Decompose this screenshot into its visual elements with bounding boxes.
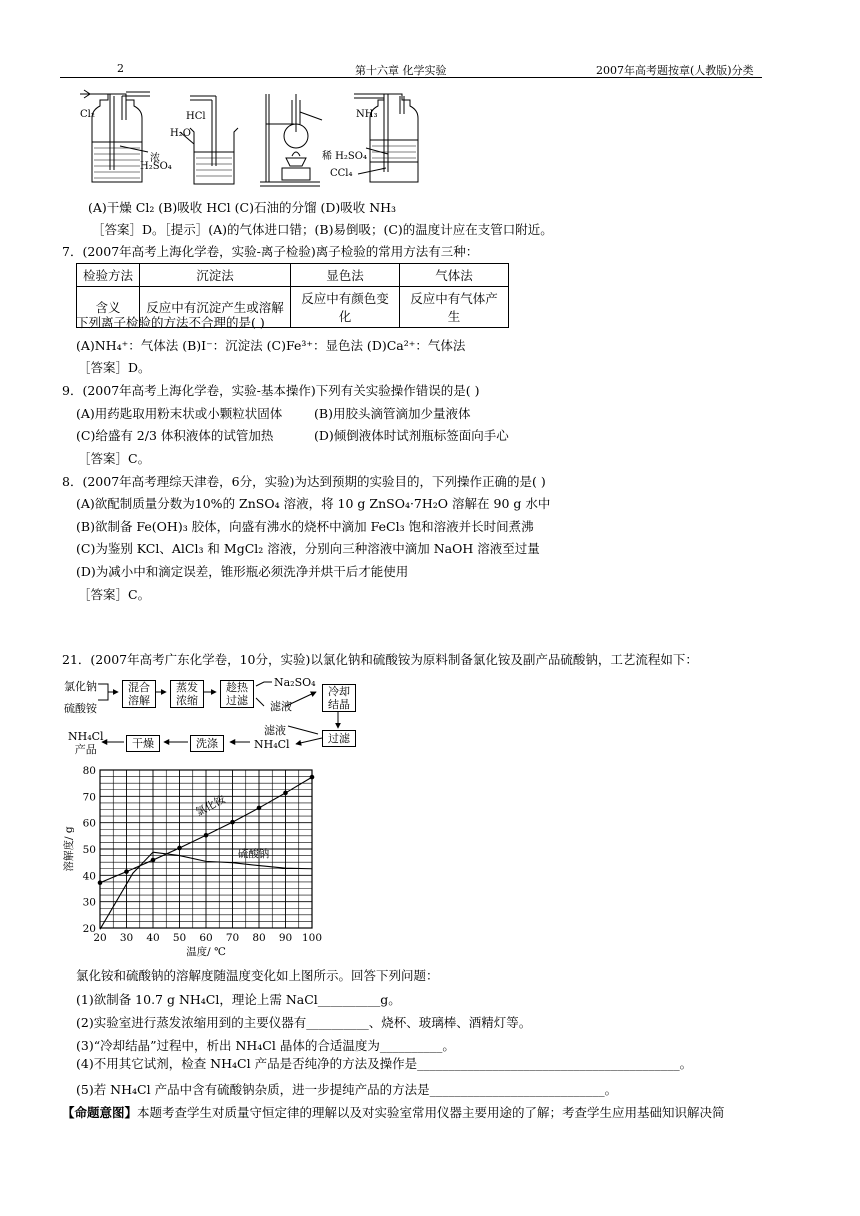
y-axis-label: 溶解度/ g <box>63 826 75 872</box>
chapter-title: 第十六章 化学实验 <box>355 64 447 77</box>
flow-step-text: 干燥 <box>132 737 154 750</box>
x-tick-label: 20 <box>93 932 107 944</box>
data-point <box>151 858 156 863</box>
table-cell: 检验方法 <box>77 264 140 287</box>
q21-sub1: (1)欲制备 10.7 g NH₄Cl，理论上需 NaCl__________g。 <box>76 992 401 1007</box>
flow-input-ammonium-sulfate: 硫酸铵 <box>64 702 97 715</box>
q8-answer: ［答案］C。 <box>78 587 151 602</box>
q8-option-a: (A)欲配制质量分数为10%的 ZnSO₄ 溶液，将 10 g ZnSO₄·7H₂O 溶解在 90 g 水中 <box>76 496 551 511</box>
flow-product-text: 产品 <box>74 743 97 756</box>
table-cell: 沉淀法 <box>140 264 291 287</box>
y-tick-label: 70 <box>82 791 96 804</box>
page-number: 2 <box>117 62 124 75</box>
q7-stem: 7．(2007年高考上海化学卷，实验-离子检验)离子检验的常用方法有三种： <box>62 244 479 259</box>
flow-step-text: 蒸发 <box>176 681 198 694</box>
flow-na2so4: Na₂SO₄ <box>274 676 316 689</box>
q8-option-b: (B)欲制备 Fe(OH)₃ 胶体，向盛有沸水的烧杯中滴加 FeCl₃ 饱和溶液并长时间煮沸 <box>76 519 534 534</box>
y-tick-label: 80 <box>82 765 96 777</box>
table-cell: 显色法 <box>291 264 400 287</box>
x-tick-label: 80 <box>252 932 266 944</box>
q9-answer: ［答案］C。 <box>78 451 151 466</box>
label-nh3: NH₃ <box>356 109 378 120</box>
flow-nh4cl: NH₄Cl <box>254 738 290 751</box>
x-tick-label: 60 <box>199 932 213 944</box>
flow-input-nacl: 氯化钠 <box>64 680 97 693</box>
x-tick-label: 50 <box>172 932 187 944</box>
q9-option-d: (D)倾倒液体时试剂瓶标签面向手心 <box>314 428 509 443</box>
table-cell: 反应中有气体产生 <box>400 287 509 328</box>
label-ccl4: CCl₄ <box>330 168 353 179</box>
data-point <box>310 775 315 780</box>
data-point <box>98 880 103 885</box>
q21-sub2: (2)实验室进行蒸发浓缩用到的主要仪器有__________、烧杯、玻璃棒、酒精灯等。 <box>76 1015 532 1030</box>
flow-step-text: 浓缩 <box>176 694 198 707</box>
label-dilute-h2so4: 稀 H₂SO₄ <box>322 151 367 162</box>
intent-label: 【命题意图】 <box>62 1105 138 1120</box>
flow-step-evaporate <box>170 680 204 708</box>
flow-step-wash <box>190 735 224 752</box>
label-h2o: H₂O <box>170 128 191 139</box>
series-label-na2so4: 硫酸钠 <box>237 847 270 860</box>
q8-stem: 8．(2007年高考理综天津卷，6分，实验)为达到预期的实验目的，下列操作正确的是( ) <box>62 474 546 489</box>
data-point <box>283 791 288 796</box>
y-tick-label: 40 <box>82 870 96 883</box>
q7-question: 下列离子检验的方法不合理的是( ) <box>76 315 265 330</box>
q9-option-c: (C)给盛有 2/3 体积液体的试管加热 <box>76 428 274 443</box>
flow-filtrate-2: 滤液 <box>264 724 286 737</box>
book-title: 2007年高考题按章(人教版)分类 <box>596 64 754 77</box>
label-conc: 浓 <box>150 153 160 164</box>
y-tick-label: 30 <box>82 896 96 909</box>
table-cell: 反应中有沉淀产生或溶解 <box>140 287 291 328</box>
table-cell: 反应中有颜色变化 <box>291 287 400 328</box>
apparatus-figure <box>70 84 430 192</box>
flow-step-hot-filter <box>220 680 254 708</box>
q8-option-d: (D)为减小中和滴定误差，锥形瓶必须洗净并烘干后才能使用 <box>76 564 409 579</box>
x-tick-label: 40 <box>146 932 160 944</box>
q9-option-b: (B)用胶头滴管滴加少量液体 <box>314 406 471 421</box>
data-point <box>124 869 129 874</box>
table-row <box>77 264 509 287</box>
header-rule <box>60 77 762 78</box>
data-point <box>230 820 235 825</box>
flow-step-text: 冷却 <box>328 685 350 698</box>
label-hcl: HCl <box>186 111 206 122</box>
flow-step-cool-crystallize <box>322 684 356 712</box>
flow-step-text: 过滤 <box>226 694 248 707</box>
flow-filtrate-1: 滤液 <box>270 700 292 713</box>
data-point <box>177 846 182 851</box>
x-tick-label: 30 <box>119 932 134 944</box>
table-cell: 气体法 <box>400 264 509 287</box>
flow-step-text: 结晶 <box>328 698 350 711</box>
q7-answer: ［答案］D。 <box>78 360 151 375</box>
table-cell: 含义 <box>77 287 140 328</box>
flow-step-text: 洗涤 <box>196 737 218 750</box>
label-cl2: Cl₂ <box>80 109 95 120</box>
q21-intent <box>62 1103 725 1121</box>
x-tick-label: 100 <box>301 932 323 944</box>
q21-sub5: (5)若 NH₄Cl 产品中含有硫酸钠杂质，进一步提纯产品的方法是____________________________。 <box>76 1082 618 1097</box>
flow-step-text: 混合 <box>128 681 150 694</box>
flow-product <box>68 730 104 756</box>
label-h2so4: H₂SO₄ <box>140 161 172 172</box>
q21-stem: 21．(2007年高考广东化学卷，10分，实验)以氯化钠和硫酸铵为原料制备氯化铵及副产品硫酸钠，工艺流程如下： <box>62 652 698 667</box>
q6-options: (A)干燥 Cl₂ (B)吸收 HCl (C)石油的分馏 (D)吸收 NH₃ <box>88 200 397 215</box>
data-point <box>257 806 262 811</box>
series-label-nh4cl: 氯化铵 <box>193 793 228 819</box>
data-point <box>204 833 209 838</box>
y-tick-label: 60 <box>82 817 96 830</box>
q21-after-chart: 氯化铵和硫酸钠的溶解度随温度变化如上图所示。回答下列问题： <box>76 968 439 983</box>
flow-step-dry <box>126 735 160 752</box>
flow-step-mix-dissolve <box>122 680 156 708</box>
y-tick-label: 50 <box>82 844 96 856</box>
flow-step-text: 过滤 <box>328 732 350 745</box>
intent-text: 本题考查学生对质量守恒定律的理解以及对实验室常用仪器主要用途的了解；考查学生应用基础知识解决简 <box>137 1105 725 1120</box>
flow-product-text: NH₄Cl <box>68 730 104 743</box>
x-tick-label: 90 <box>278 932 293 944</box>
q21-sub3: (3)“冷却结晶”过程中，析出 NH₄Cl 晶体的合适温度为__________。 <box>76 1038 455 1053</box>
q21-sub4: (4)不用其它试剂，检查 NH₄Cl 产品是否纯净的方法及操作是__________________________________________。 <box>76 1056 693 1071</box>
solubility-chart <box>58 762 330 958</box>
q8-option-c: (C)为鉴别 KCl、AlCl₃ 和 MgCl₂ 溶液，分别向三种溶液中滴加 NaOH 溶液至过量 <box>76 541 540 556</box>
q9-option-a: (A)用药匙取用粉末状或小颗粒状固体 <box>76 406 283 421</box>
q7-options: (A)NH₄⁺：气体法 (B)I⁻：沉淀法 (C)Fe³⁺：显色法 (D)Ca²⁺：气体法 <box>76 338 466 353</box>
q6-answer: ［答案］D。［提示］(A)的气体进口错；(B)易倒吸；(C)的温度计应在支管口附近。 <box>92 222 553 237</box>
flow-step-text: 趁热 <box>226 681 248 694</box>
y-tick-label: 20 <box>82 923 96 935</box>
x-axis-label: 温度/ ℃ <box>186 946 226 958</box>
flow-step-filter <box>322 730 356 747</box>
flow-step-text: 溶解 <box>128 694 150 707</box>
x-tick-label: 70 <box>225 932 240 944</box>
q9-stem: 9．(2007年高考上海化学卷，实验-基本操作)下列有关实验操作错误的是( ) <box>62 383 480 398</box>
